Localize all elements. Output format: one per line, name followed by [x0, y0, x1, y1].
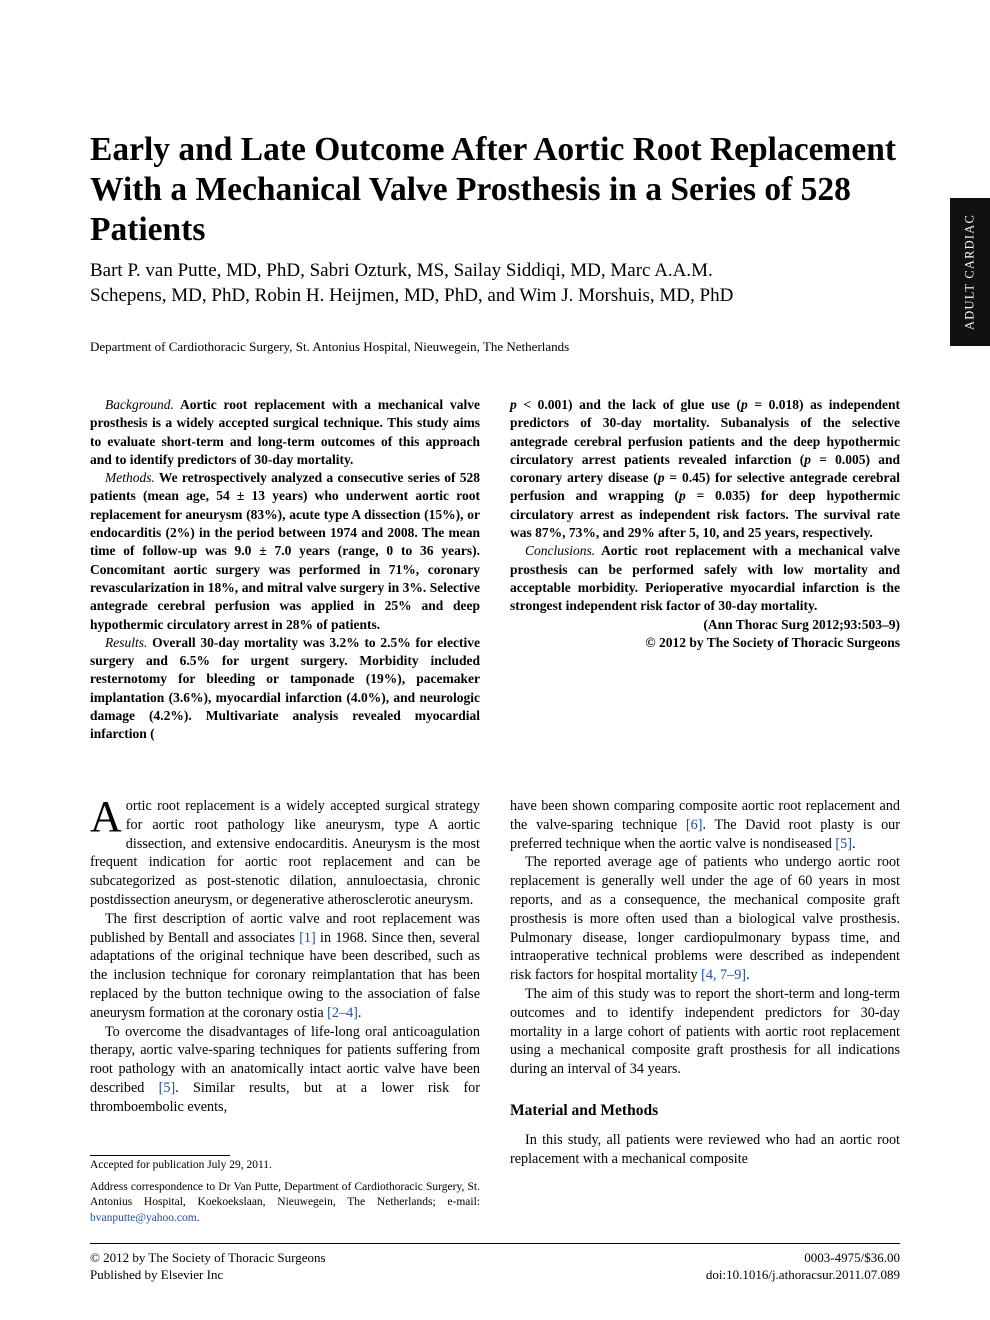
footer-publisher: Published by Elsevier Inc	[90, 1266, 224, 1282]
abstract-conclusions-label: Conclusions.	[525, 543, 596, 559]
abstract-results-text-2: < 0.001) and the lack of glue use (	[516, 397, 741, 412]
drop-cap: A	[90, 792, 122, 841]
reference-link[interactable]: [5]	[158, 1079, 176, 1096]
methods-paragraph-1: In this study, all patients were reviewed who had an aortic root replacement with a mechanical composite	[510, 1131, 900, 1167]
p-value-symbol: p	[657, 470, 665, 486]
intro-text-2b: in 1968. Since then, several adaptations of the original technique have been described, such as the inclusion technique for coronary reimplantation that has been replaced by the button technique owing to the association of false aneurysm formation at the coronary ostia	[90, 929, 480, 1021]
intro-paragraph-3	[90, 1023, 480, 1117]
abstract-conclusions	[510, 542, 900, 615]
abstract-results-label: Results.	[105, 634, 148, 650]
abstract-conclusions-text: Aortic root replacement with a mechanical valve prosthesis can be performed safely with low mortality and acceptable morbidity. Perioperative myocardial infarction is the strongest independent risk factor of 30-day mortality.	[510, 543, 900, 614]
section-tab-label: ADULT CARDIAC	[962, 214, 977, 330]
abstract-results-continued	[510, 396, 900, 542]
abstract-methods-label: Methods.	[105, 470, 155, 486]
footnote-rule	[90, 1155, 230, 1156]
intro-text-2c: .	[357, 1004, 362, 1021]
abstract-results-text-4: = 0.005) and coronary artery disease (	[510, 451, 900, 486]
abstract-background-label: Background.	[105, 397, 174, 412]
footer-copyright: © 2012 by The Society of Thoracic Surgeons	[90, 1250, 326, 1265]
intro-paragraph-1	[90, 792, 480, 910]
intro-text-4b: .	[746, 967, 750, 984]
abstract-results-text-1: Overall 30-day mortality was 3.2% to 2.5% for elective surgery and 6.5% for urgent surgery. Morbidity included resternotomy for bleeding or tamponade (19%), pacemaker implantation (3.6%), myocardial infarction (4.0%), and neurologic damage (4.2%). Multivariate analysis revealed myocardial infarction (	[90, 634, 480, 742]
intro-text-2a: The first description of aortic valve and root replacement was published by Bentall and associates	[90, 910, 480, 946]
abstract-background	[90, 396, 480, 469]
body-left-column	[90, 792, 480, 1117]
reference-link[interactable]: [1]	[299, 929, 316, 946]
intro-paragraph-5: The aim of this study was to report the short-term and long-term outcomes and to identify independent predictors for 30-day mortality in a large cohort of patients with aortic root replacement using a mechanical composite graft prosthesis for all indications during an interval of 34 years.	[510, 985, 900, 1078]
abstract-methods	[90, 469, 480, 634]
abstract-right-column	[510, 396, 900, 652]
abstract-methods-text: We retrospectively analyzed a consecutive series of 528 patients (mean age, 54 ± 13 years) who underwent aortic root replacement for aneurysm (83%), acute type A dissection (15%), or endocarditis (2%) in the period between 1974 and 2008. The mean time of follow-up was 9.0 ± 7.0 years (range, 0 to 36 years). Concomitant aortic surgery was performed in 71%, coronary revascularization in 18%, and mitral valve surgery in 3%. Selective antegrade cerebral perfusion was applied in 25% and deep hypothermic circulatory arrest in 28% of patients.	[90, 470, 480, 632]
reference-link[interactable]: [4, 7–9]	[701, 967, 747, 984]
journal-citation: (Ann Thorac Surg 2012;93:503–9)	[703, 616, 900, 632]
reference-link[interactable]: [5]	[835, 835, 852, 852]
footer-right	[706, 1250, 900, 1283]
body-right-column	[510, 797, 900, 1169]
correspondence-end: .	[196, 1211, 200, 1224]
intro-paragraph-3-continued	[510, 797, 900, 853]
reference-link[interactable]: [6]	[685, 816, 703, 833]
intro-text-3d: .	[851, 835, 856, 852]
intro-text-3a: To overcome the disadvantages of life-long oral anticoagulation therapy, aortic valve-sparing techniques for patients suffering from root pathology with an anatomically intact aortic valve have been described	[90, 1023, 480, 1096]
p-value-symbol: p	[510, 397, 517, 412]
intro-text-3c: . The David root plasty is our preferred technique when the aortic valve is nondiseased	[510, 816, 900, 852]
footer-doi: doi:10.1016/j.athoracsur.2011.07.089	[705, 1266, 900, 1282]
section-heading-methods: Material and Methods	[510, 1101, 659, 1119]
section-tab	[950, 198, 990, 346]
intro-paragraph-4	[510, 853, 900, 985]
email-link[interactable]: bvanputte@yahoo.com	[90, 1211, 197, 1224]
article-title: Early and Late Outcome After Aortic Root Replacement With a Mechanical Valve Prosthesis in a Series of 528 Patients	[90, 131, 896, 248]
abstract-results	[90, 634, 480, 744]
author-list: Bart P. van Putte, MD, PhD, Sabri Ozturk, MS, Sailay Siddiqi, MD, Marc A.A.M. Schepens, MD, PhD, Robin H. Heijmen, MD, PhD, and Wim J. Morshuis, MD, PhD	[90, 260, 734, 306]
abstract-background-text: Aortic root replacement with a mechanical valve prosthesis is a widely accepted surgical technique. This study aims to evaluate short-term and long-term outcomes of this approach and to identify predictors of 30-day mortality.	[90, 397, 480, 467]
intro-text-3b: . Similar results, but at a lower risk for thromboembolic events,	[90, 1079, 480, 1115]
intro-paragraph-2	[90, 910, 480, 1023]
p-value-symbol: p	[741, 397, 748, 412]
abstract-copyright: © 2012 by The Society of Thoracic Surgeons	[645, 634, 900, 650]
footer-left	[90, 1250, 326, 1283]
footer-rule	[90, 1243, 900, 1244]
footnotes	[90, 1158, 480, 1232]
affiliation: Department of Cardiothoracic Surgery, St. Antonius Hospital, Nieuwegein, The Netherlands	[90, 339, 570, 354]
abstract-results-text-3: = 0.018) as independent predictors of 30-day mortality. Subanalysis of the selective antegrade cerebral perfusion patients and the deep hypothermic circulatory arrest patients revealed infarction (	[510, 397, 900, 467]
correspondence-text: Address correspondence to Dr Van Putte, Department of Cardiothoracic Surgery, St. Antonius Hospital, Koekoekslaan, Nieuwegein, The Netherlands; e-mail:	[90, 1180, 480, 1208]
abstract-left-column	[90, 396, 480, 744]
reference-link[interactable]: [2–4]	[327, 1004, 358, 1021]
p-value-symbol: p	[804, 451, 812, 467]
intro-text-3b-cont: have been shown comparing composite aortic root replacement and the valve-sparing technique	[510, 798, 900, 833]
p-value-symbol: p	[679, 488, 686, 504]
intro-text-1: ortic root replacement is a widely accepted surgical strategy for aortic root pathology like aneurysm, type A aortic dissection, and extensive endocarditis. Aneurysm is the most frequent indication for aortic root replacement and can be subcategorized as post-stenotic dilation, annuloectasia, chronic postdissection aneurysm, or degenerative atherosclerotic aneurysm.	[90, 798, 480, 908]
abstract-results-text-6: = 0.035) for deep hypothermic circulatory arrest as independent risk factors. The survival rate was 87%, 73%, and 29% after 5, 10, and 25 years, respectively.	[510, 488, 900, 541]
abstract-results-text-5: = 0.45) for selective antegrade cerebral perfusion and wrapping (	[510, 470, 900, 504]
footer-issn-price: 0003-4975/$36.00	[804, 1250, 900, 1265]
intro-text-4a: The reported average age of patients who undergo aortic root replacement is generally well under the age of 60 years in most reports, and as a consequence, the mechanical composite graft prosthesis is more often used than a biological valve prosthesis. Pulmonary disease, longer cardiopulmonary bypass time, and intraoperative technical problems were described as independent risk factors for hospital mortality	[510, 854, 900, 984]
accepted-date: Accepted for publication July 29, 2011.	[90, 1159, 272, 1171]
correspondence-address	[90, 1180, 480, 1227]
